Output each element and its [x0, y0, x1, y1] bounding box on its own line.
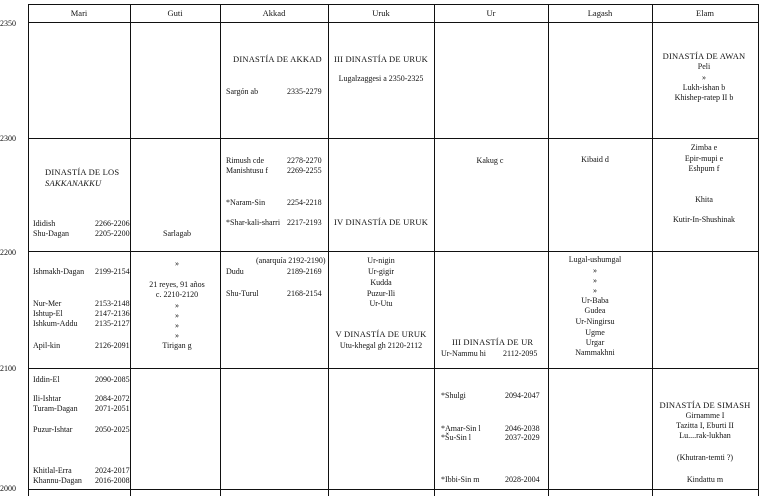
uruk-king: Ur-nigin [367, 256, 395, 265]
king-name: Ididish [33, 219, 56, 228]
elam-ruler: Peli [697, 62, 711, 71]
elam-ruler: Lu....rak-lukhan [679, 431, 731, 440]
uruk-king: Lugalzaggesi a 2350-2325 [338, 74, 424, 83]
king-dates: 2335-2279 [287, 87, 322, 96]
king-name: Rimush cde [226, 156, 264, 165]
year-label: 2000 [0, 484, 16, 493]
king-dates: 2090-2085 [95, 375, 130, 384]
column-header-lagash: Lagash [587, 8, 613, 18]
mari-dynasty-title: DINASTÍA DE LOS [45, 167, 120, 177]
uruk-king: Utu-khegal gh 2120-2112 [339, 341, 423, 350]
uruk-king: Puzur-Ili [366, 289, 396, 298]
column-header-ur: Ur [486, 8, 496, 18]
king-dates: 2254-2218 [287, 198, 322, 207]
king-name: Khannu-Dagan [33, 476, 82, 485]
row-rule-2200 [28, 251, 759, 252]
king-name: Sargón ab [226, 87, 259, 96]
lagash-ruler: Gudea [584, 306, 606, 315]
king-name: Ili-Ishtar [33, 394, 61, 403]
column-header-elam: Elam [696, 8, 714, 18]
column-rule [434, 4, 435, 496]
king-dates: 2084-2072 [95, 394, 130, 403]
lagash-ruler: » [593, 286, 597, 295]
elam-ruler: Kutir-In-Shushinak [672, 215, 736, 224]
king-dates: 2046-2038 [505, 424, 540, 433]
lagash-ruler: Urgar [585, 338, 605, 347]
guti-entry: 21 reyes, 91 años [149, 280, 205, 289]
king-dates: 2189-2169 [287, 267, 322, 276]
king-dates: 2037-2029 [505, 433, 540, 442]
row-rule-2000 [28, 489, 759, 490]
king-name: Ishmakh-Dagan [33, 267, 85, 276]
elam-ruler: Kindattu m [686, 475, 724, 484]
elam-ruler: » [702, 73, 706, 82]
elam-ruler: Zimba e [690, 143, 718, 152]
king-dates: 2016-2008 [95, 476, 130, 485]
lagash-ruler: Nammakhni [575, 348, 615, 357]
king-dates: 2266-2206 [95, 219, 130, 228]
anarchy-note: (anarquía 2192-2190) [256, 256, 326, 265]
elam-ruler: Lukh-ishan b [682, 83, 726, 92]
guti-entry: » [175, 259, 179, 268]
elam-ruler: (Khutran-temti ?) [676, 453, 734, 462]
king-name: *Shar-kali-sharri [226, 218, 281, 227]
king-name: *Naram-Sin [226, 198, 266, 207]
guti-entry: » [175, 331, 179, 340]
uruk-king: Ur-Utu [369, 299, 393, 308]
elam-ruler: Khishep-ratep II b [674, 93, 734, 102]
column-header-akkad: Akkad [262, 8, 286, 18]
elam-ruler: Tazitta I, Eburti II [676, 421, 734, 430]
elam-ruler: Eshpum f [688, 164, 720, 173]
column-rule [328, 4, 329, 496]
king-dates: 2024-2017 [95, 466, 130, 475]
king-dates: 2217-2193 [287, 218, 322, 227]
elam-ruler: Girnamme I [685, 411, 725, 420]
king-name: *Amar-Sin l [441, 424, 481, 433]
guti-entry: Sarlagab [163, 229, 191, 238]
lagash-ruler: Ugme [585, 328, 605, 337]
king-dates: 2071-2051 [95, 404, 130, 413]
lagash-ruler: Ur-Ningirsu [575, 317, 615, 326]
guti-entry: » [175, 321, 179, 330]
king-name: Ishkum-Addu [33, 319, 78, 328]
guti-entry: c. 2210-2120 [155, 290, 199, 299]
column-rule [28, 4, 29, 496]
elam-ruler: Epir-mupi e [684, 154, 724, 163]
elam-ruler: Khita [695, 195, 713, 204]
king-dates: 2147-2136 [95, 309, 130, 318]
table-top-rule [28, 4, 759, 5]
king-dates: 2028-2004 [505, 475, 540, 484]
king-dates: 2278-2270 [287, 156, 322, 165]
uruk-king: Ur-gigir [367, 267, 395, 276]
king-name: Manishtusu f [226, 166, 268, 175]
king-name: Ur-Nammu hi [441, 349, 486, 358]
uruk-dynasty-4-title: IV DINASTÍA DE URUK [333, 217, 429, 227]
king-dates: 2135-2127 [95, 319, 130, 328]
column-header-guti: Guti [167, 8, 183, 18]
king-dates: 2199-2154 [95, 267, 130, 276]
king-dates: 2269-2255 [287, 166, 322, 175]
king-dates: 2050-2025 [95, 425, 130, 434]
row-rule-2100 [28, 368, 759, 369]
year-label: 2200 [0, 248, 16, 257]
guti-entry: » [175, 301, 179, 310]
king-name: Shu-Dagan [33, 229, 69, 238]
column-rule [130, 4, 131, 496]
header-rule [28, 22, 759, 23]
row-rule-2300 [28, 138, 759, 139]
king-dates: 2112-2095 [503, 349, 538, 358]
king-name: Shu-Turul [226, 289, 259, 298]
year-label: 2350 [0, 19, 16, 28]
king-dates: 2168-2154 [287, 289, 322, 298]
king-name: Iddin-El [33, 375, 60, 384]
guti-entry: Tirigan g [162, 341, 192, 350]
king-name: Dudu [226, 267, 244, 276]
lagash-ruler: Ur-Baba [581, 296, 609, 305]
ur-king: Kakug c [476, 156, 504, 165]
column-header-uruk: Uruk [372, 8, 390, 18]
king-name: Ishtup-El [33, 309, 63, 318]
king-dates: 2094-2047 [505, 391, 540, 400]
lagash-ruler: Kibaid d [581, 155, 609, 164]
king-name: Turam-Dagan [33, 404, 78, 413]
king-name: *Šu-Sin l [441, 433, 472, 442]
king-name: Puzur-Ishtar [33, 425, 73, 434]
column-header-mari: Mari [70, 8, 88, 18]
uruk-king: Kudda [370, 278, 392, 287]
guti-entry: » [175, 311, 179, 320]
column-rule [220, 4, 221, 496]
king-name: Nur-Mer [33, 299, 62, 308]
lagash-ruler: » [593, 266, 597, 275]
lagash-ruler: » [593, 276, 597, 285]
elam-awan-dynasty-title: DINASTÍA DE AWAN [662, 51, 746, 61]
ur-dynasty-3-title: III DINASTÍA DE UR [452, 337, 534, 347]
mari-dynasty-subtitle: SAKKANAKKU [45, 178, 102, 188]
king-dates: 2205-2200 [95, 229, 130, 238]
king-name: *Shulgi [441, 391, 466, 400]
uruk-dynasty-5-title: V DINASTÍA DE URUK [335, 329, 427, 339]
akkad-dynasty-title: DINASTÍA DE AKKAD [233, 54, 322, 64]
lagash-ruler: Lugal-ushumgal [568, 255, 622, 264]
year-label: 2100 [0, 364, 16, 373]
year-label: 2300 [0, 134, 16, 143]
uruk-dynasty-3-title: III DINASTÍA DE URUK [334, 54, 428, 64]
king-dates: 2126-2091 [95, 341, 130, 350]
king-name: Khitlal-Erra [33, 466, 72, 475]
column-rule [652, 4, 653, 496]
king-name: Apil-kin [33, 341, 61, 350]
elam-simash-dynasty-title: DINASTÍA DE SIMASH [659, 400, 751, 410]
column-rule [548, 4, 549, 496]
king-dates: 2153-2148 [95, 299, 130, 308]
king-name: *Ibbi-Sin m [441, 475, 480, 484]
